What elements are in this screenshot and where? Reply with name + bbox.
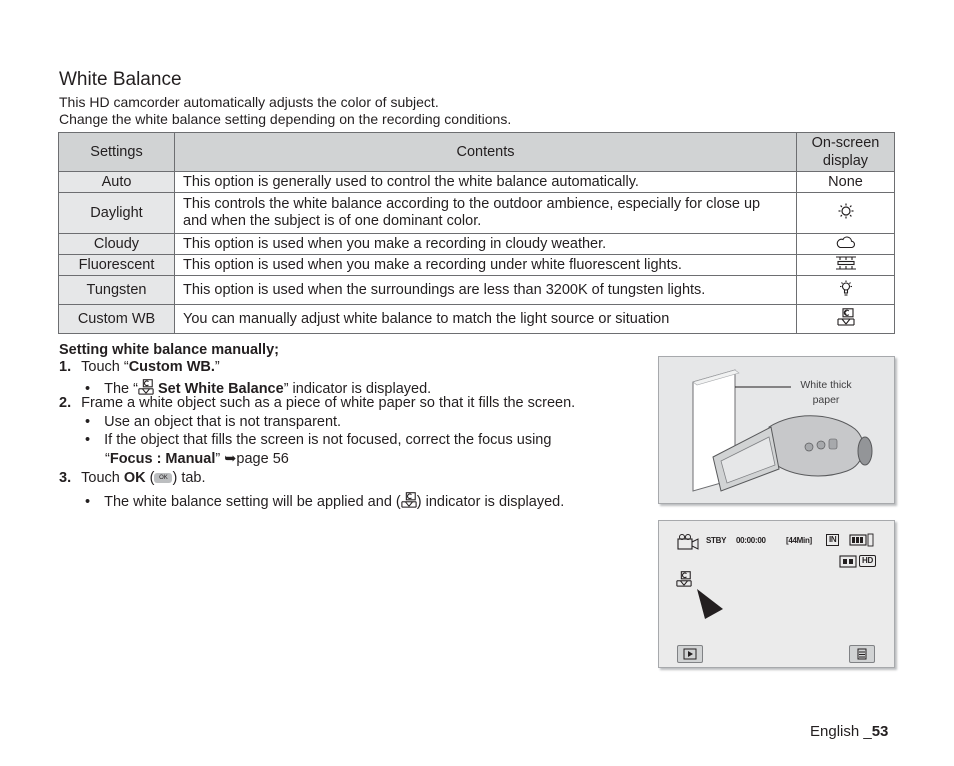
- timecode-text: 00:00:00: [736, 536, 766, 545]
- step-text: (: [145, 470, 155, 486]
- label-line: paper: [812, 394, 840, 406]
- bullet-bold: Focus : Manual: [109, 451, 216, 467]
- bullet-bold: Set White Balance: [157, 381, 284, 397]
- custom-wb-icon: [138, 379, 154, 395]
- display-cell: [797, 234, 895, 255]
- table-row: [59, 172, 895, 193]
- bullet-mark: •: [85, 494, 91, 510]
- pointer-arrow-icon: [693, 583, 733, 623]
- table-header-row: [59, 133, 895, 172]
- setting-name: Fluorescent: [59, 255, 175, 276]
- battery-icon: [849, 533, 875, 547]
- page-number: 53: [871, 723, 889, 740]
- intro-line-2: Change the white balance setting depending on the recording conditions.: [59, 111, 512, 127]
- step-1: [59, 359, 220, 375]
- step-3: [59, 470, 206, 486]
- cloud-icon: [836, 235, 856, 249]
- step-text: ”: [214, 359, 220, 375]
- step-text: Frame a white object such as a piece of white paper so that it fills the screen.: [81, 395, 576, 411]
- step-bold: Custom WB.: [128, 359, 215, 375]
- section-title: White Balance: [59, 69, 182, 90]
- footer-lang: English _: [810, 723, 872, 740]
- sun-icon: [838, 203, 854, 219]
- bullet-text: If the object that fills the screen is not focused, correct the focus using: [104, 432, 552, 448]
- fluorescent-icon: [835, 256, 857, 270]
- storage-badge: IN: [826, 534, 839, 546]
- bullet-text: “: [105, 451, 110, 467]
- display-cell: [797, 193, 895, 234]
- bullet-text: The white balance setting will be applied and (: [104, 494, 401, 510]
- setting-contents: This option is used when you make a recording in cloudy weather.: [175, 234, 797, 255]
- steps-heading: Setting white balance manually;: [59, 342, 279, 358]
- display-cell: [797, 276, 895, 305]
- table-row: [59, 234, 895, 255]
- camcorder-paper-illustration: [658, 356, 895, 504]
- custom-wb-icon: [676, 571, 692, 587]
- white-balance-table: [58, 132, 895, 334]
- header-display: On-screen display: [797, 133, 895, 172]
- setting-name: Custom WB: [59, 305, 175, 334]
- setting-contents: This option is used when you make a recording under white fluorescent lights.: [175, 255, 797, 276]
- step-2-bullet-1: [85, 414, 341, 430]
- white-paper-label: [789, 378, 863, 408]
- camera-mode-icon: [677, 533, 699, 551]
- bullet-mark: •: [85, 432, 91, 448]
- hd-badge: HD: [859, 555, 876, 567]
- step-number: 3.: [59, 470, 72, 486]
- setting-contents: This controls the white balance according to the outdoor ambience, especially for close up and when the subject is of one dominant color.: [175, 193, 797, 234]
- setting-contents: This option is generally used to control the white balance automatically.: [175, 172, 797, 193]
- setting-name: Daylight: [59, 193, 175, 234]
- menu-button[interactable]: [849, 645, 875, 663]
- step-number: 1.: [59, 359, 72, 375]
- header-contents: Contents: [175, 133, 797, 172]
- display-cell: [797, 255, 895, 276]
- page-footer: [810, 723, 888, 740]
- step-3-bullet: [85, 492, 564, 510]
- setting-name: Auto: [59, 172, 175, 193]
- bullet-text: ” indicator is displayed.: [283, 381, 432, 397]
- setting-name: Cloudy: [59, 234, 175, 255]
- custom-wb-icon: [401, 492, 417, 508]
- display-cell: [797, 305, 895, 334]
- playback-button[interactable]: [677, 645, 703, 663]
- remaining-time: [44Min]: [786, 536, 812, 545]
- page-ref-arrow-icon: ➥: [224, 451, 237, 467]
- step-number: 2.: [59, 395, 72, 411]
- header-settings: Settings: [59, 133, 175, 172]
- table-row: [59, 305, 895, 334]
- bullet-text: The “: [104, 381, 138, 397]
- menu-icon: [850, 646, 874, 662]
- setting-contents: You can manually adjust white balance to match the light source or situation: [175, 305, 797, 334]
- step-2: [59, 395, 575, 411]
- lcd-screen-illustration: [658, 520, 895, 668]
- table-row: [59, 276, 895, 305]
- status-text: STBY: [706, 536, 727, 545]
- bullet-mark: •: [85, 381, 91, 397]
- step-text: Touch “: [81, 359, 129, 375]
- display-text: None: [797, 172, 895, 193]
- bullet-text: ) indicator is displayed.: [416, 494, 565, 510]
- step-2-bullet-2-cont: [105, 451, 289, 467]
- video-quality-icon: [839, 555, 857, 568]
- bullet-text: Use an object that is not transparent.: [104, 414, 342, 430]
- step-2-bullet-2: [85, 432, 551, 448]
- step-bold: OK: [123, 470, 146, 486]
- step-text: ) tab.: [172, 470, 206, 486]
- bullet-text: ”: [215, 451, 225, 467]
- setting-contents: This option is used when the surroundings are less than 3200K of tungsten lights.: [175, 276, 797, 305]
- tungsten-icon: [838, 280, 854, 296]
- play-icon: [678, 646, 702, 662]
- page-ref[interactable]: page 56: [236, 451, 289, 467]
- intro-line-1: This HD camcorder automatically adjusts the color of subject.: [59, 94, 439, 110]
- section-intro: [59, 94, 511, 128]
- ok-tab-icon: OK: [154, 473, 172, 483]
- label-line: White thick: [800, 379, 852, 391]
- table-row: [59, 255, 895, 276]
- custom-wb-icon: [837, 308, 855, 326]
- setting-name: Tungsten: [59, 276, 175, 305]
- step-text: Touch: [81, 470, 124, 486]
- bullet-mark: •: [85, 414, 91, 430]
- table-row: [59, 193, 895, 234]
